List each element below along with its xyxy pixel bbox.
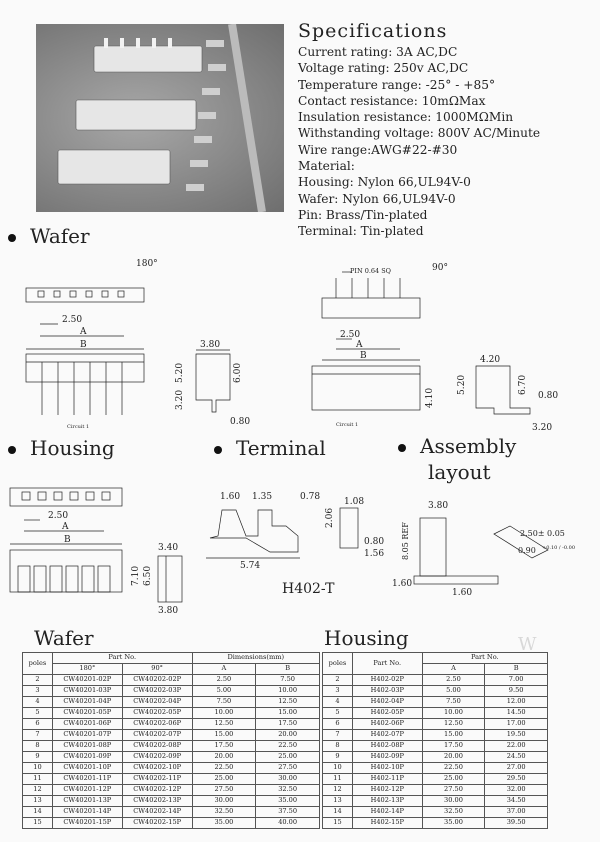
terminal-part-label: H402-T [282, 581, 335, 597]
wafer-table-row [23, 675, 320, 686]
wafer-table-cell: 17.50 [192, 741, 256, 752]
housing-side-dim-650: 6.50 [143, 565, 153, 586]
terminal-dim-108: 1.08 [344, 497, 365, 507]
wafer-col-90: 90° [122, 664, 192, 675]
housing-table-row [323, 675, 548, 686]
housing-table-cell: 37.00 [485, 807, 548, 818]
assembly-heading-line2: layout [428, 460, 491, 484]
housing-table-cell: H402-09P [352, 752, 422, 763]
wafer-table-cell: 10.00 [192, 708, 256, 719]
terminal-heading: Terminal [214, 436, 326, 460]
wafer-table-cell: CW40201-05P [52, 708, 122, 719]
wafer-table-cell: 22.50 [256, 741, 320, 752]
housing-table-cell: 30.00 [422, 796, 485, 807]
housing-table-row [323, 730, 548, 741]
wafer-table-cell: CW40202-05P [122, 708, 192, 719]
wafer-col-partno: Part No. [52, 653, 192, 664]
housing-table-cell: 24.50 [485, 752, 548, 763]
wafer-col-a: A [192, 664, 256, 675]
assembly-dim-160a: 1.60 [392, 579, 413, 589]
bullet-icon [8, 234, 16, 242]
wafer-table-row [23, 719, 320, 730]
housing-table-cell: H402-15P [352, 818, 422, 829]
housing-table-row [323, 697, 548, 708]
wafer-table-cell: CW40202-08P [122, 741, 192, 752]
wafer-col-180: 180° [52, 664, 122, 675]
housing-side-dim-380: 3.80 [158, 606, 179, 616]
wafer-table-cell: 20.00 [256, 730, 320, 741]
wafer-table-cell: 15 [23, 818, 53, 829]
wafer-table-cell: 7.50 [192, 697, 256, 708]
wafer-table-cell: 35.00 [256, 796, 320, 807]
housing-dim-250: 2.50 [48, 511, 69, 521]
wafer-table-cell: 11 [23, 774, 53, 785]
wafer90-side-dim-080: 0.80 [538, 391, 559, 401]
housing-table-cell: 7 [323, 730, 353, 741]
housing-col-a: A [422, 664, 485, 675]
wafer180-side-dim-600: 6.00 [233, 362, 243, 383]
spec-housing: Housing: Nylon 66,UL94V-0 [298, 175, 471, 190]
specifications-title: Specifications [298, 20, 448, 42]
housing-table-cell: 9 [323, 752, 353, 763]
wafer-table-cell: 30.00 [256, 774, 320, 785]
housing-table-cell: 35.00 [422, 818, 485, 829]
housing-table-cell: H402-06P [352, 719, 422, 730]
wafer-table-row [23, 752, 320, 763]
housing-table-cell: 10.00 [422, 708, 485, 719]
housing-table-cell: 8 [323, 741, 353, 752]
housing-table-cell: H402-08P [352, 741, 422, 752]
wafer-table-cell: CW40202-10P [122, 763, 192, 774]
wafer-table-cell: CW40202-03P [122, 686, 192, 697]
wafer-table-cell: 27.50 [192, 785, 256, 796]
housing-table-cell: 17.00 [485, 719, 548, 730]
wafer-table-cell: 27.50 [256, 763, 320, 774]
wafer90-dim-250: 2.50 [340, 330, 361, 340]
housing-table-cell: H402-14P [352, 807, 422, 818]
wafer-heading: Wafer [8, 224, 90, 248]
wafer-table-row [23, 697, 320, 708]
spec-material: Material: [298, 159, 355, 174]
spec-voltage: Voltage rating: 250v AC,DC [298, 61, 469, 76]
housing-col-partno: Part No. [352, 653, 422, 675]
housing-table-row [323, 796, 548, 807]
housing-table-row [323, 752, 548, 763]
housing-table-cell: H402-10P [352, 763, 422, 774]
wafer-table-cell: CW40201-14P [52, 807, 122, 818]
spec-temperature: Temperature range: -25° - +85° [298, 77, 496, 92]
wafer90-circuit1: Circuit 1 [336, 422, 359, 428]
housing-table-cell: H402-03P [352, 686, 422, 697]
wafer-table-cell: 25.00 [256, 752, 320, 763]
housing-table-cell: 39.50 [485, 818, 548, 829]
housing-table-cell: 2.50 [422, 675, 485, 686]
assembly-dim-380: 3.80 [428, 501, 449, 511]
wafer180-dim-250: 2.50 [62, 315, 83, 325]
wafer-table-cell: 9 [23, 752, 53, 763]
housing-table-cell: 13 [323, 796, 353, 807]
wafer-table-cell: CW40202-11P [122, 774, 192, 785]
wafer-table [22, 652, 320, 829]
wafer-table-cell: CW40201-12P [52, 785, 122, 796]
housing-table-cell: 12 [323, 785, 353, 796]
housing-table-row [323, 719, 548, 730]
housing-table-cell: 12.50 [422, 719, 485, 730]
terminal-dim-574: 5.74 [240, 561, 261, 571]
housing-heading: Housing [8, 436, 115, 460]
wafer-table-cell: 22.50 [192, 763, 256, 774]
spec-insulation-resistance: Insulation resistance: 1000MΩMin [298, 110, 514, 125]
bullet-icon [398, 444, 406, 452]
wafer-table-cell: CW40201-03P [52, 686, 122, 697]
wafer-table-row [23, 763, 320, 774]
housing-table-cell: 34.50 [485, 796, 548, 807]
housing-table-row [323, 774, 548, 785]
housing-side-dim-710: 7.10 [131, 565, 141, 586]
wafer-table-row [23, 818, 320, 829]
wafer-table-cell: CW40201-02P [52, 675, 122, 686]
wafer-table-cell: 12.50 [192, 719, 256, 730]
wafer90-side-dim-670: 6.70 [518, 374, 528, 395]
wafer180-circuit1: Circuit 1 [67, 424, 90, 430]
wafer-table-cell: 10 [23, 763, 53, 774]
housing-table-cell: 12.00 [485, 697, 548, 708]
housing-table-row [323, 807, 548, 818]
wafer-table-row [23, 796, 320, 807]
wafer90-dim-410: 4.10 [425, 387, 435, 408]
wafer-table-title: Wafer [34, 626, 94, 650]
housing-table-cell: 22.00 [485, 741, 548, 752]
specifications-block [298, 20, 598, 240]
housing-table-cell: 19.50 [485, 730, 548, 741]
wafer-table-cell: 15.00 [256, 708, 320, 719]
housing-table-cell: 10 [323, 763, 353, 774]
wafer-table-cell: CW40201-08P [52, 741, 122, 752]
housing-table-cell: H402-05P [352, 708, 422, 719]
housing-table-cell: 5.00 [422, 686, 485, 697]
wafer-table-cell: 32.50 [192, 807, 256, 818]
spec-wire-range: Wire range:AWG#22-#30 [298, 142, 458, 157]
housing-table-cell: H402-13P [352, 796, 422, 807]
housing-side-dim-340: 3.40 [158, 543, 179, 553]
wafer-table-cell: 12 [23, 785, 53, 796]
terminal-dim-078: 0.78 [300, 492, 321, 502]
wafer-col-b: B [256, 664, 320, 675]
wafer-table-cell: CW40201-09P [52, 752, 122, 763]
wafer-table-cell: CW40202-04P [122, 697, 192, 708]
wafer-table-cell: 5 [23, 708, 53, 719]
assembly-dim-090: 0.90 [518, 546, 536, 555]
wafer90-dim-b: B [360, 351, 367, 361]
wafer-table-cell: 7 [23, 730, 53, 741]
housing-table-cell: 32.50 [422, 807, 485, 818]
wafer-table-cell: 8 [23, 741, 53, 752]
wafer-table-cell: 17.50 [256, 719, 320, 730]
terminal-dim-080: 0.80 [364, 537, 385, 547]
wafer-table-cell: 4 [23, 697, 53, 708]
wafer-table-cell: 14 [23, 807, 53, 818]
wafer180-dim-b: B [80, 340, 87, 350]
wafer90-side-dim-520: 5.20 [457, 374, 467, 395]
spec-wafer: Wafer: Nylon 66,UL94V-0 [298, 191, 456, 206]
housing-table-cell: 14.50 [485, 708, 548, 719]
wafer-col-poles: poles [23, 653, 53, 675]
housing-table-cell: 5 [323, 708, 353, 719]
wafer-drawings [0, 250, 600, 435]
spec-terminal: Terminal: Tin-plated [298, 224, 424, 239]
wafer-table-cell: 13 [23, 796, 53, 807]
housing-table-cell: 7.50 [422, 697, 485, 708]
spec-pin: Pin: Brass/Tin-plated [298, 207, 428, 222]
wafer90-side-dim-320: 3.20 [532, 423, 553, 433]
housing-table-cell: 15 [323, 818, 353, 829]
wafer-table-cell: 35.00 [192, 818, 256, 829]
terminal-dim-206: 2.06 [325, 507, 335, 528]
terminal-dim-160: 1.60 [220, 492, 241, 502]
spec-current: Current rating: 3A AC,DC [298, 45, 458, 59]
assembly-dim-160b: 1.60 [452, 588, 473, 598]
pin-label: PIN 0.64 SQ [350, 267, 392, 275]
wafer-table-row [23, 730, 320, 741]
wafer180-side-dim-380: 3.80 [200, 340, 221, 350]
assembly-tolerance: +0.10 / -0.00 [542, 545, 576, 551]
wafer-table-cell: CW40202-14P [122, 807, 192, 818]
wafer180-side-dim-320: 3.20 [175, 389, 185, 410]
housing-table-cell: 3 [323, 686, 353, 697]
wafer-table-cell: CW40201-04P [52, 697, 122, 708]
housing-table-cell: 29.50 [485, 774, 548, 785]
housing-table-cell: H402-12P [352, 785, 422, 796]
housing-table-cell: H402-04P [352, 697, 422, 708]
housing-table [322, 652, 548, 829]
wafer-table-cell: 25.00 [192, 774, 256, 785]
wafer-table-row [23, 807, 320, 818]
wafer180-side-dim-080: 0.80 [230, 417, 251, 427]
housing-table-row [323, 763, 548, 774]
bullet-icon [214, 446, 222, 454]
housing-table-cell: 6 [323, 719, 353, 730]
housing-table-cell: 4 [323, 697, 353, 708]
housing-table-row [323, 686, 548, 697]
wafer-table-row [23, 785, 320, 796]
housing-table-cell: H402-11P [352, 774, 422, 785]
wafer-table-cell: CW40201-10P [52, 763, 122, 774]
wafer180-side-dim-520: 5.20 [175, 362, 185, 383]
wafer-table-cell: CW40201-15P [52, 818, 122, 829]
wafer-table-cell: CW40201-06P [52, 719, 122, 730]
housing-table-row [323, 785, 548, 796]
housing-table-cell: 27.50 [422, 785, 485, 796]
housing-table-cell: 2 [323, 675, 353, 686]
wafer-table-cell: CW40202-13P [122, 796, 192, 807]
ghost-wafer: W [518, 634, 537, 655]
housing-dim-b: B [64, 535, 71, 545]
assembly-dim-250: 2.50± 0.05 [520, 529, 565, 538]
wafer-table-cell: 2.50 [192, 675, 256, 686]
wafer-table-cell: CW40201-07P [52, 730, 122, 741]
wafer-table-cell: CW40201-13P [52, 796, 122, 807]
terminal-dim-135: 1.35 [252, 492, 273, 502]
wafer-table-cell: 10.00 [256, 686, 320, 697]
assembly-heading: Assembly [398, 434, 516, 458]
housing-table-cell: H402-07P [352, 730, 422, 741]
housing-table-cell: 27.00 [485, 763, 548, 774]
housing-table-row [323, 818, 548, 829]
housing-col-b: B [485, 664, 548, 675]
wafer-table-cell: CW40202-09P [122, 752, 192, 763]
assembly-dim-805: 8.05 REF [401, 522, 410, 560]
housing-table-title: Housing [324, 626, 409, 650]
angle-180-label: 180° [136, 259, 158, 269]
housing-table-row [323, 741, 548, 752]
wafer-table-cell: CW40202-06P [122, 719, 192, 730]
housing-table-cell: 17.50 [422, 741, 485, 752]
housing-table-cell: 15.00 [422, 730, 485, 741]
wafer-table-cell: CW40202-15P [122, 818, 192, 829]
wafer-table-cell: 7.50 [256, 675, 320, 686]
product-photo [36, 24, 284, 212]
housing-table-cell: 32.00 [485, 785, 548, 796]
wafer-table-cell: CW40201-11P [52, 774, 122, 785]
wafer-table-cell: 40.00 [256, 818, 320, 829]
wafer-table-cell: 30.00 [192, 796, 256, 807]
housing-table-cell: 9.50 [485, 686, 548, 697]
wafer-table-row [23, 686, 320, 697]
wafer-table-cell: 5.00 [192, 686, 256, 697]
wafer-table-cell: CW40202-12P [122, 785, 192, 796]
wafer-table-cell: 12.50 [256, 697, 320, 708]
wafer-table-cell: 6 [23, 719, 53, 730]
wafer-table-row [23, 708, 320, 719]
housing-table-cell: 25.00 [422, 774, 485, 785]
housing-table-cell: H402-02P [352, 675, 422, 686]
wafer-table-cell: 20.00 [192, 752, 256, 763]
angle-90-label: 90° [432, 263, 448, 273]
housing-table-cell: 14 [323, 807, 353, 818]
housing-terminal-assembly-drawings [0, 480, 600, 620]
housing-dim-a: A [62, 522, 69, 532]
wafer-table-cell: 3 [23, 686, 53, 697]
wafer90-dim-a: A [356, 340, 363, 350]
wafer-table-cell: 2 [23, 675, 53, 686]
wafer-table-cell: CW40202-02P [122, 675, 192, 686]
housing-table-row [323, 708, 548, 719]
wafer90-side-dim-420: 4.20 [480, 355, 501, 365]
wafer180-dim-a: A [80, 327, 87, 337]
housing-col-partno-group: Part No. [422, 653, 547, 664]
housing-table-cell: 7.00 [485, 675, 548, 686]
wafer-table-row [23, 741, 320, 752]
spec-withstanding-voltage: Withstanding voltage: 800V AC/Minute [298, 126, 541, 141]
housing-col-poles: poles [323, 653, 353, 675]
wafer-table-row [23, 774, 320, 785]
wafer-col-dims: Dimensions(mm) [192, 653, 319, 664]
wafer-table-cell: 15.00 [192, 730, 256, 741]
housing-table-cell: 11 [323, 774, 353, 785]
connector-photo-illustration [36, 24, 284, 212]
wafer-table-cell: CW40202-07P [122, 730, 192, 741]
wafer-table-cell: 32.50 [256, 785, 320, 796]
housing-table-cell: 20.00 [422, 752, 485, 763]
wafer-table-cell: 37.50 [256, 807, 320, 818]
bullet-icon [8, 446, 16, 454]
housing-table-cell: 22.50 [422, 763, 485, 774]
spec-contact-resistance: Contact resistance: 10mΩMax [298, 93, 486, 108]
terminal-dim-156: 1.56 [364, 549, 385, 559]
